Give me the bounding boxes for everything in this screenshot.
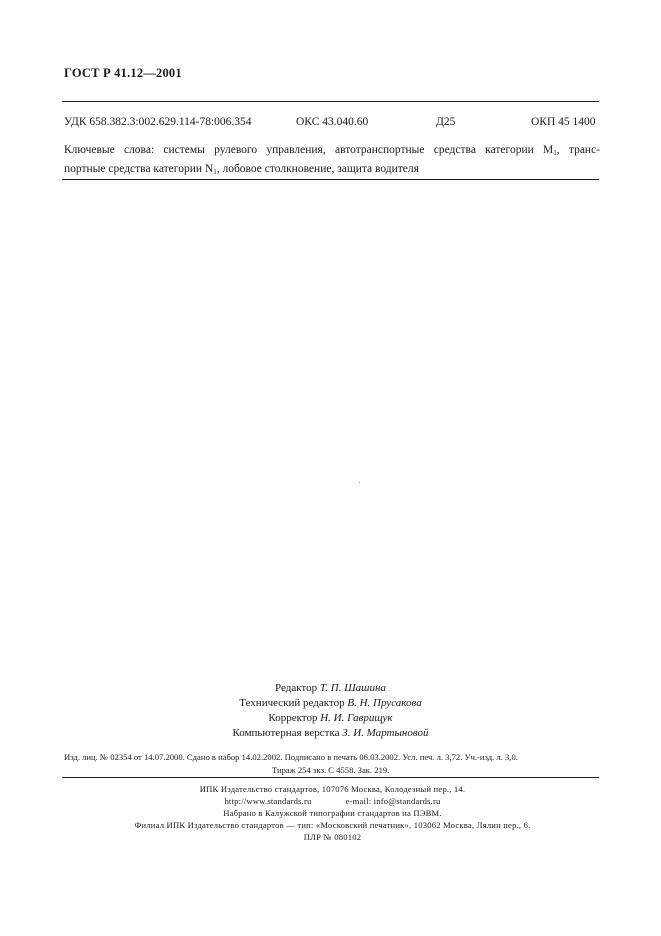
editor-name: Т. П. Шашина [319,682,386,694]
publication-line-1: Изд. лиц. № 02354 от 14.07.2000. Сдано в набор 14.02.2002. Подписано в печать 06.03.2002. Усл. печ. л. 3,72. Уч.-изд. л. 3,0. [64,752,518,762]
keywords-text: , лобовое столкновение, защита водителя [216,163,419,175]
layout-line [150,726,511,741]
corrector-role: Корректор [268,712,318,724]
publication-line-2: Тираж 254 экз. С 4558. Зак. 219. [272,765,390,775]
tech-editor-name: В. Н. Прусакова [347,697,422,709]
editor-role: Редактор [275,682,318,694]
keywords-text: , транс- [556,144,601,156]
imprint-block [64,783,601,843]
tech-editor-role: Технический редактор [239,697,345,709]
editor-line [150,681,511,696]
keywords-line-1 [64,142,600,161]
category-subscript: 1 [553,149,557,157]
website-text: http://www.standards.ru [224,796,312,806]
corrector-name: Н. И. Гаврищук [320,712,393,724]
footer-rule [62,777,599,778]
group-code: Д25 [436,116,456,128]
layout-role: Компьютерная верстка [232,727,340,739]
keywords-text: портные средства категории N [64,163,214,175]
publisher-address: ИПК Издательство стандартов, 107076 Москва, Колодезный пер., 14. [199,784,466,794]
keywords-text: Ключевые слова: системы рулевого управления, автотранспортные средства категории M [64,144,554,156]
contact-line [64,795,601,807]
document-code: ГОСТ Р 41.12—2001 [64,66,182,80]
tech-editor-line [150,696,511,711]
udk-code: УДК 658.382.3:002.629.114-78:006.354 [64,116,252,128]
keywords-rule [62,179,599,180]
scan-speck [359,482,360,483]
keywords-block [64,142,600,180]
oks-code: ОКС 43.040.60 [296,116,369,128]
category-subscript: 1 [213,168,217,176]
okp-code: ОКП 45 1400 [531,116,596,128]
publication-info [64,751,601,777]
credits-block [150,681,511,741]
layout-name: З. И. Мартыновой [342,727,429,739]
top-rule [62,101,599,102]
email-text: e-mail: info@standards.ru [345,796,441,806]
printer-address: Филиал ИПК Издательство стандартов — тип: «Московский печатник», 103062 Москва, Лялин пер., 6. [134,820,531,830]
keywords-line-2 [64,161,600,180]
typeset-note: Набрано в Калужской типографии стандартов на ПЭВМ. [223,808,442,818]
corrector-line [150,711,511,726]
license-number: ПЛР № 080102 [303,832,362,842]
